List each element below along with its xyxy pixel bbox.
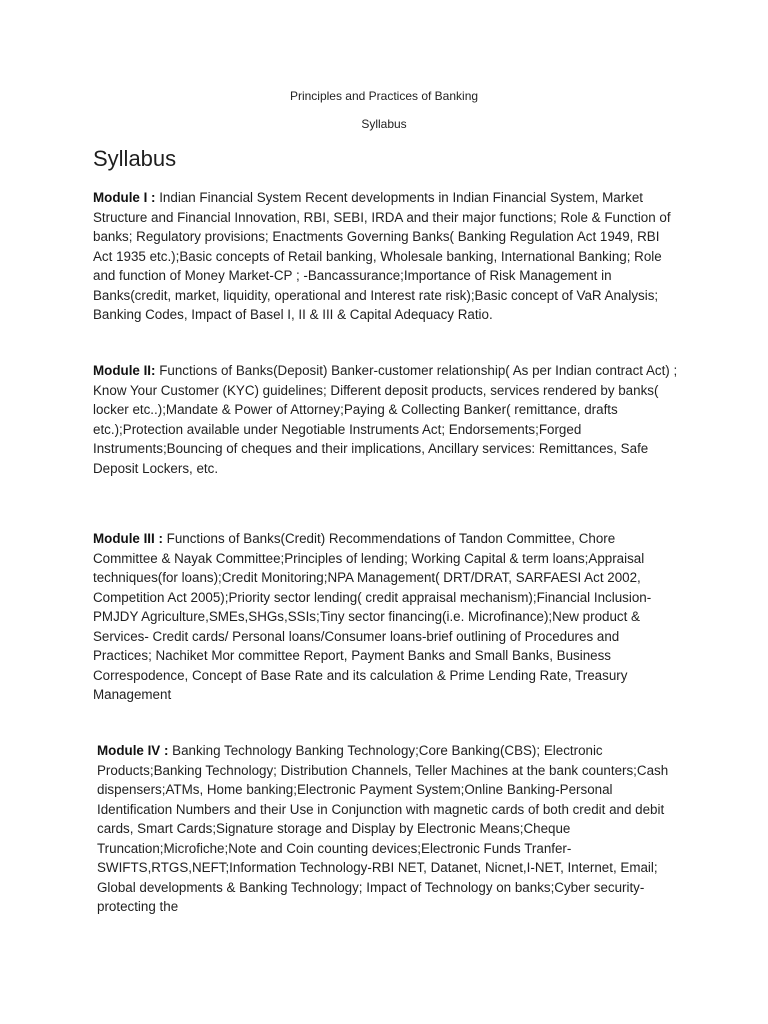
module-3-text: Functions of Banks(Credit) Recommendations of Tandon Committee, Chore Committee & Nayak Committee;Principles of lending; Working Capital & term loans;Appraisal techniques(for loans);Credit Monitoring;NPA Management( DRT/DRAT, SARFAESI Act 2002, Competition Act 2005);Priority sector lending( credit appraisal mechanism);Financial Inclusion- PMJDY Agriculture,SMEs,SHGs,SSIs;Tiny sector financing(i.e. Microfinance);New product & Services- Credit cards/ Personal loans/Consumer loans-brief outlining of Procedures and Practices; Nachiket Mor committee Report, Payment Banks and Small Banks, Business Correspodence, Concept of Base Rate and its calculation & Prime Lending Rate, Treasury Management [93, 531, 652, 702]
module-3-label: Module III : [93, 531, 163, 546]
module-2-paragraph [93, 361, 678, 478]
module-2-text: Functions of Banks(Deposit) Banker-customer relationship( As per Indian contract Act) ; Know Your Customer (KYC) guidelines; Different deposit products, services rendered by banks( locker etc..);Mandate & Power of Attorney;Paying & Collecting Banker( remittance, drafts etc.);Protection available under Negotiable Instruments Act; Endorsements;Forged Instruments;Bouncing of cheques and their implications, Ancillary services: Remittances, Safe Deposit Lockers, etc. [93, 363, 678, 476]
document-subtitle: Syllabus [361, 117, 407, 131]
syllabus-heading: Syllabus [93, 146, 177, 171]
document-title: Principles and Practices of Banking [289, 89, 479, 103]
module-1-label: Module I : [93, 190, 156, 205]
module-4-label: Module IV : [97, 743, 169, 758]
module-4-paragraph [93, 741, 678, 917]
module-1-paragraph [93, 188, 678, 325]
module-2-label: Module II: [93, 363, 156, 378]
module-1-text: Indian Financial System Recent developments in Indian Financial System, Market Structure and Financial Innovation, RBI, SEBI, IRDA and their major functions; Role & Function of banks; Regulatory provisions; Enactments Governing Banks( Banking Regulation Act 1949, RBI Act 1935 etc.);Basic concepts of Retail banking, Wholesale banking, International Banking; Role and function of Money Market-CP ; -Bancassurance;Importance of Risk Management in Banks(credit, market, liquidity, operational and Interest rate risk);Basic concept of VaR Analysis; Banking Codes, Impact of Basel I, II & III & Capital Adequacy Ratio. [93, 190, 671, 322]
module-4-text: Banking Technology Banking Technology;Core Banking(CBS); Electronic Products;Banking Technology; Distribution Channels, Teller Machines at the bank counters;Cash dispensers;ATMs, Home banking;Electronic Payment System;Online Banking-Personal Identification Numbers and their Use in Conjunction with magnetic cards of both credit and debit cards, Smart Cards;Signature storage and Display by Electronic Means;Cheque Truncation;Microfiche;Note and Coin counting devices;Electronic Funds Tranfer-SWIFTS,RTGS,NEFT;Information Technology-RBI NET, Datanet, Nicnet,I-NET, Internet, Email; Global developments & Banking Technology; Impact of Technology on banks;Cyber security-protecting the [97, 743, 669, 914]
module-3-paragraph [93, 529, 678, 705]
